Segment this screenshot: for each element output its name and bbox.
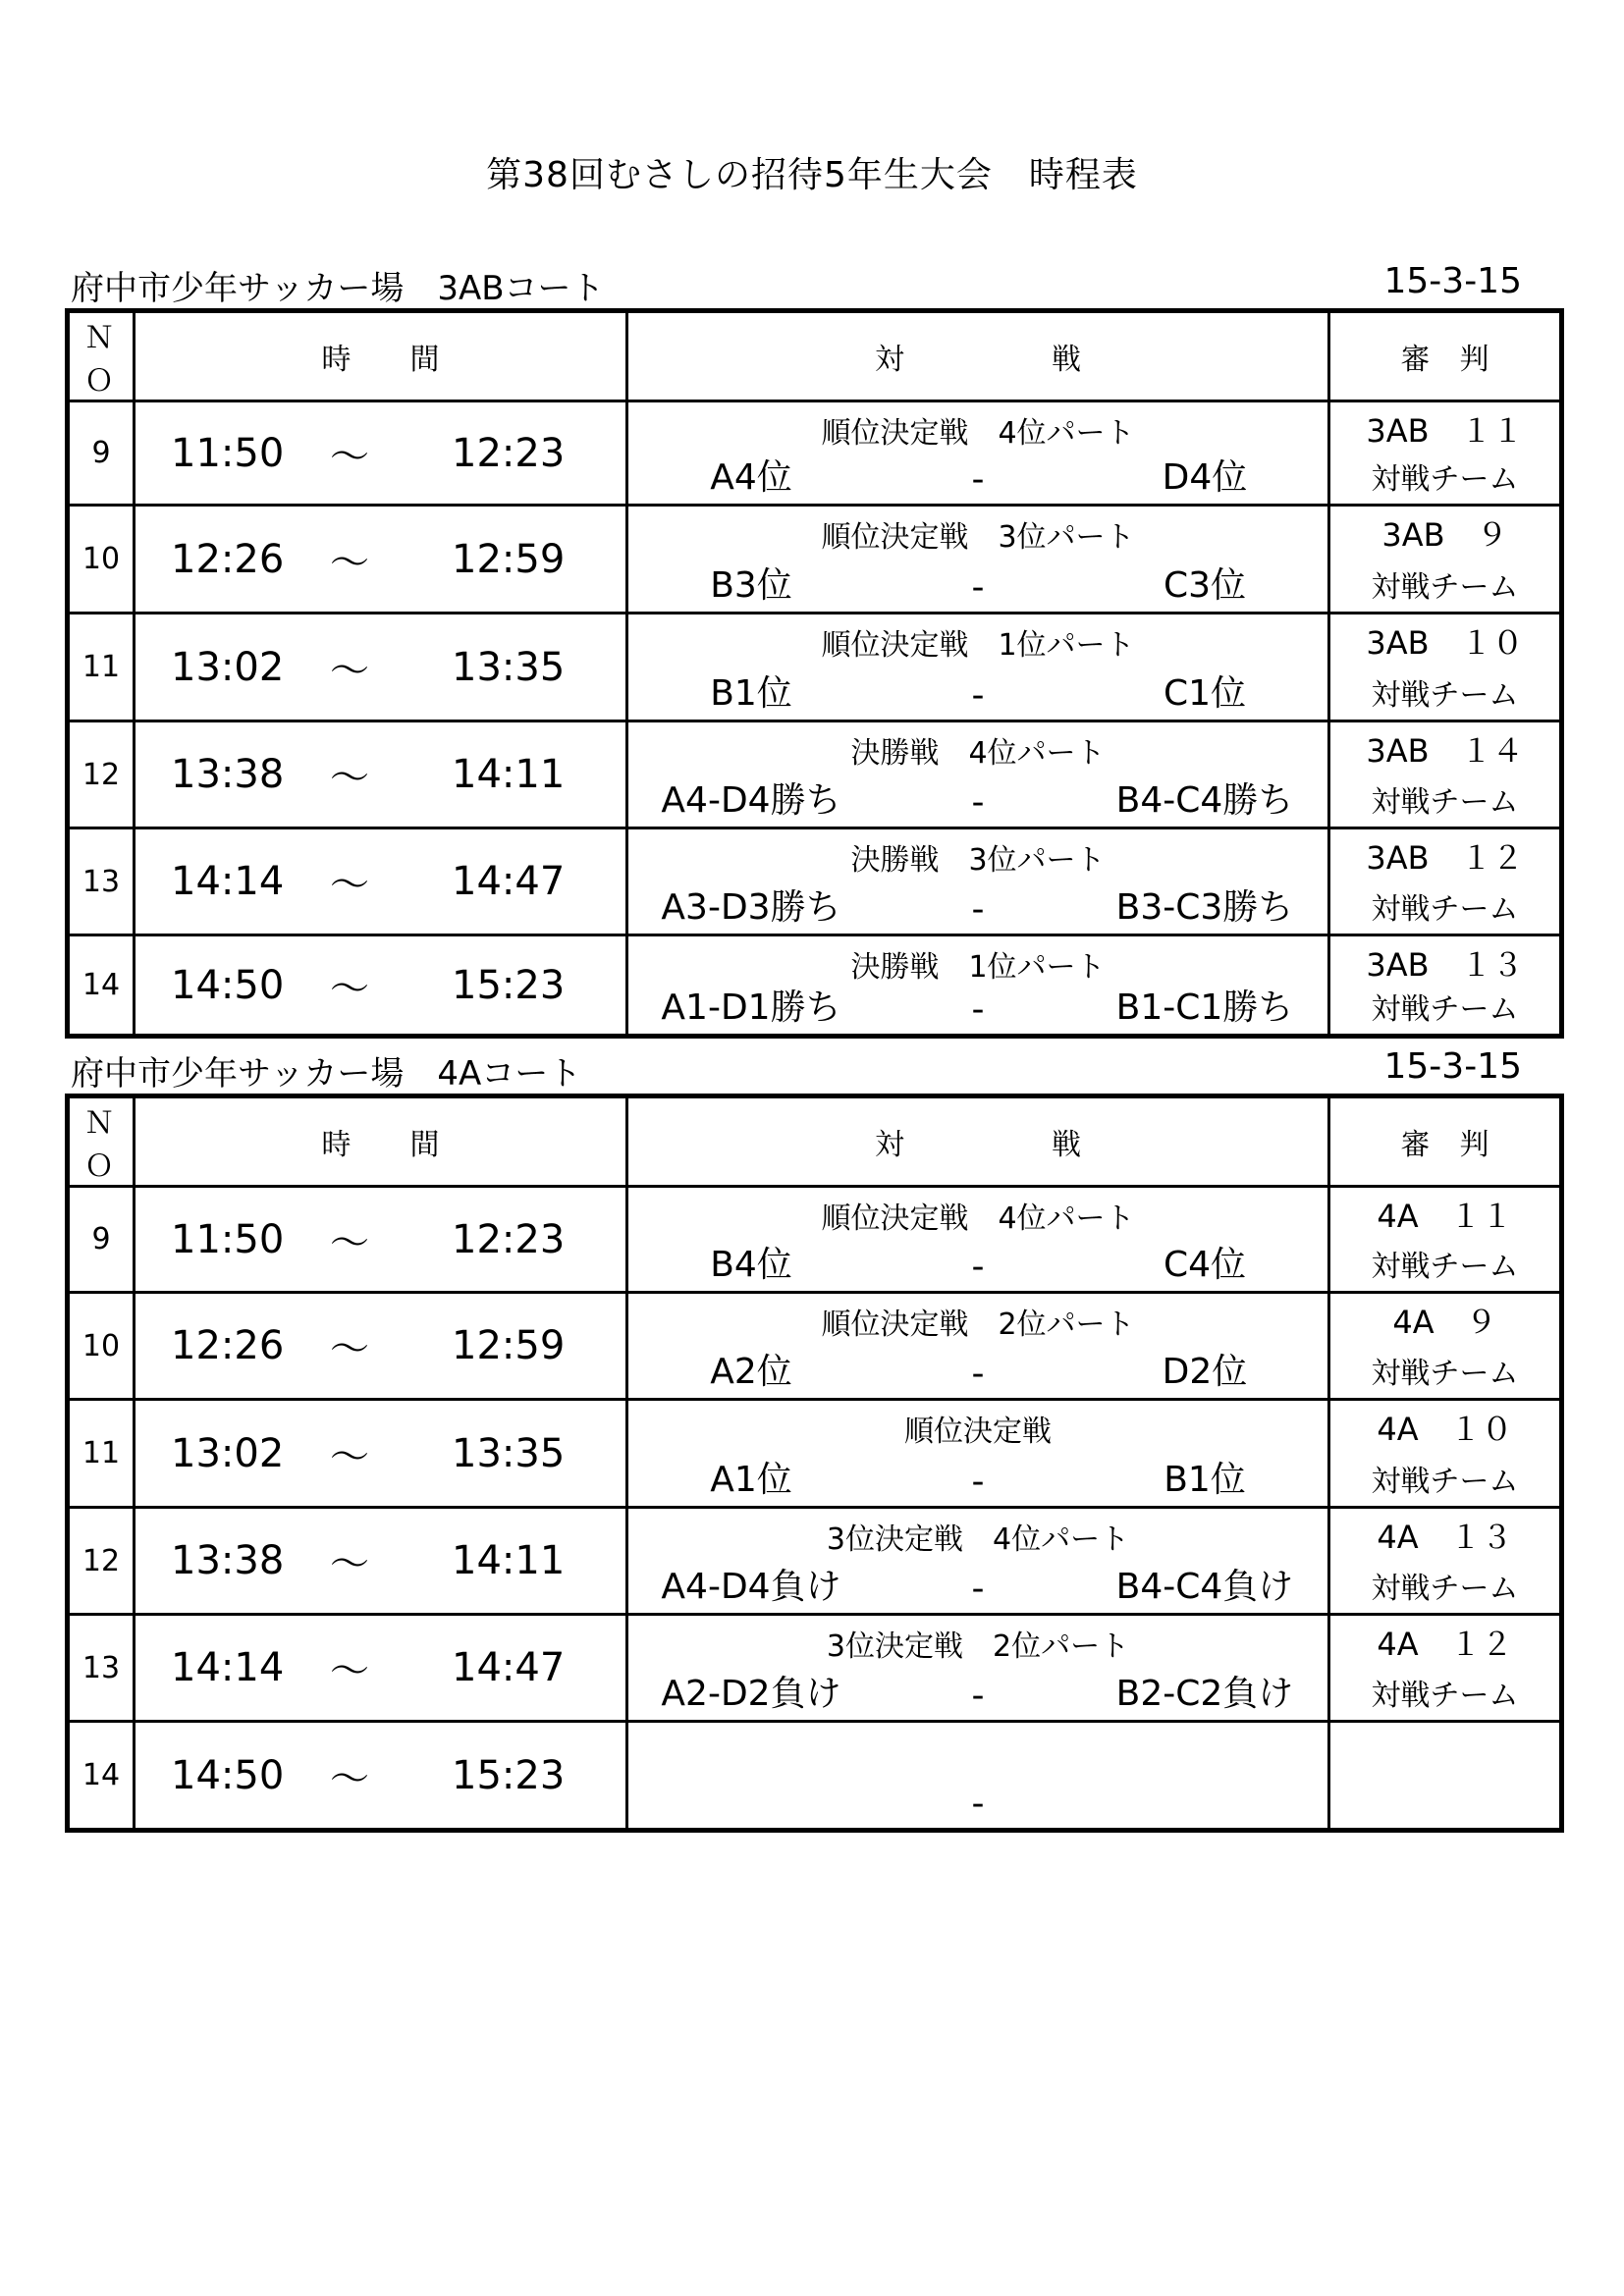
team-right: B3-C3勝ち [1115, 887, 1294, 928]
end-time: 12:23 [452, 430, 566, 476]
referee-court: 4A １０ [1377, 1411, 1513, 1448]
match-cell [627, 401, 1329, 506]
versus-dash: - [971, 567, 985, 608]
match-number: 10 [68, 1293, 135, 1400]
time-cell [135, 1615, 627, 1722]
versus-dash: - [971, 889, 985, 930]
header-time: 時 間 [135, 311, 627, 401]
start-time: 12:26 [171, 536, 285, 582]
referee-cell [1329, 1722, 1562, 1831]
versus-dash: - [971, 459, 985, 500]
team-right: D4位 [1162, 457, 1248, 498]
end-time: 13:35 [452, 644, 566, 690]
referee-court: 3AB １３ [1366, 946, 1524, 984]
date-label: 15-3-15 [1383, 261, 1522, 301]
table-row [68, 1508, 1562, 1615]
table-row [68, 1293, 1562, 1400]
match-number: 9 [68, 401, 135, 506]
referee-court: 3AB １１ [1366, 412, 1524, 450]
team-left: A1位 [710, 1460, 792, 1500]
time-separator: ～ [330, 1326, 369, 1372]
table-row [68, 401, 1562, 506]
start-time: 13:38 [171, 1538, 285, 1583]
end-time: 14:11 [452, 752, 566, 797]
start-time: 14:14 [171, 1645, 285, 1690]
referee-court: 4A １３ [1377, 1519, 1513, 1556]
time-cell [135, 721, 627, 828]
section-header [65, 257, 1559, 308]
end-time: 15:23 [452, 1752, 566, 1798]
match-cell [627, 1293, 1329, 1400]
time-separator: ～ [330, 1756, 369, 1801]
versus-dash: - [971, 1462, 985, 1502]
table-row [68, 828, 1562, 935]
team-left: A2位 [710, 1352, 792, 1392]
team-left: B4位 [710, 1245, 792, 1285]
referee-cell [1329, 828, 1562, 935]
match-caption: 3位決定戦 4位パート [826, 1522, 1130, 1557]
match-number: 14 [68, 935, 135, 1037]
referee-team: 対戦チーム [1371, 1679, 1519, 1713]
team-left: B1位 [710, 673, 792, 714]
header-referee: 審 判 [1329, 311, 1562, 401]
time-separator: ～ [330, 966, 369, 1011]
page-title: 第38回むさしの招待5年生大会 時程表 [486, 155, 1138, 195]
time-cell [135, 614, 627, 721]
match-number: 10 [68, 506, 135, 614]
versus-dash: - [971, 1569, 985, 1609]
match-cell [627, 1508, 1329, 1615]
referee-cell [1329, 1508, 1562, 1615]
start-time: 13:02 [171, 644, 285, 690]
start-time: 14:50 [171, 1752, 285, 1798]
table-row [68, 1722, 1562, 1831]
referee-team: 対戦チーム [1371, 1572, 1519, 1606]
referee-court: 3AB １４ [1366, 732, 1524, 770]
venue-label: 府中市少年サッカー場 4Aコート [71, 1054, 582, 1094]
date-label: 15-3-15 [1383, 1046, 1522, 1087]
team-right: C4位 [1163, 1245, 1247, 1285]
match-cell [627, 1187, 1329, 1293]
start-time: 11:50 [171, 1216, 285, 1262]
match-number: 12 [68, 721, 135, 828]
team-right: B1-C1勝ち [1115, 988, 1294, 1028]
match-caption: 順位決定戦 4位パート [821, 416, 1135, 451]
team-left: B3位 [710, 565, 792, 606]
schedule-table [65, 1094, 1564, 1833]
referee-team: 対戦チーム [1371, 992, 1519, 1027]
table-row [68, 1400, 1562, 1508]
time-cell [135, 1187, 627, 1293]
referee-court: 3AB １２ [1366, 839, 1524, 877]
end-time: 13:35 [452, 1430, 566, 1476]
match-caption: 順位決定戦 1位パート [821, 628, 1135, 663]
match-cell [627, 721, 1329, 828]
team-left: A4位 [710, 457, 792, 498]
start-time: 14:50 [171, 962, 285, 1008]
start-time: 14:14 [171, 859, 285, 904]
time-separator: ～ [330, 1434, 369, 1479]
referee-cell [1329, 721, 1562, 828]
match-number: 11 [68, 1400, 135, 1508]
referee-court: 3AB １０ [1366, 624, 1524, 662]
referee-team: 対戦チーム [1371, 1250, 1519, 1284]
time-cell [135, 828, 627, 935]
match-cell [627, 1722, 1329, 1831]
time-separator: ～ [330, 1220, 369, 1265]
referee-court: 4A １１ [1377, 1198, 1513, 1235]
time-cell [135, 506, 627, 614]
referee-team: 対戦チーム [1371, 785, 1519, 820]
end-time: 14:11 [452, 1538, 566, 1583]
section-header [65, 1042, 1559, 1094]
time-cell [135, 1293, 627, 1400]
time-cell [135, 401, 627, 506]
header-referee: 審 判 [1329, 1096, 1562, 1187]
referee-team: 対戦チーム [1371, 1357, 1519, 1391]
match-caption: 3位決定戦 2位パート [826, 1629, 1130, 1664]
team-left: A4-D4勝ち [661, 780, 841, 821]
team-right: B2-C2負け [1115, 1674, 1294, 1714]
match-caption: 順位決定戦 2位パート [821, 1308, 1135, 1342]
time-cell [135, 1400, 627, 1508]
schedule-table [65, 308, 1564, 1039]
versus-dash: - [971, 675, 985, 716]
match-number: 14 [68, 1722, 135, 1831]
time-separator: ～ [330, 1541, 369, 1587]
team-right: B4-C4負け [1115, 1567, 1294, 1607]
match-cell [627, 935, 1329, 1037]
table-row [68, 506, 1562, 614]
start-time: 13:38 [171, 752, 285, 797]
team-left: A4-D4負け [661, 1567, 841, 1607]
referee-court: 4A ９ [1392, 1304, 1497, 1341]
schedule-section-4a [65, 1042, 1559, 1833]
time-cell [135, 935, 627, 1037]
end-time: 12:23 [452, 1216, 566, 1262]
referee-cell [1329, 614, 1562, 721]
team-right: B1位 [1164, 1460, 1246, 1500]
end-time: 14:47 [452, 859, 566, 904]
versus-dash: - [971, 1676, 985, 1716]
team-right: D2位 [1162, 1352, 1248, 1392]
match-number: 11 [68, 614, 135, 721]
referee-team: 対戦チーム [1371, 892, 1519, 927]
match-cell [627, 828, 1329, 935]
venue-label: 府中市少年サッカー場 3ABコート [71, 269, 605, 308]
time-cell [135, 1722, 627, 1831]
time-separator: ～ [330, 648, 369, 693]
referee-cell [1329, 935, 1562, 1037]
header-no: ＮＯ [68, 311, 135, 401]
match-number: 12 [68, 1508, 135, 1615]
referee-court: 4A １２ [1377, 1626, 1513, 1663]
match-caption: 決勝戦 4位パート [850, 736, 1106, 771]
referee-cell [1329, 506, 1562, 614]
time-separator: ～ [330, 755, 369, 801]
match-caption: 順位決定戦 4位パート [821, 1201, 1135, 1236]
time-separator: ～ [330, 540, 369, 585]
table-row [68, 935, 1562, 1037]
match-caption: 順位決定戦 3位パート [821, 520, 1135, 555]
time-cell [135, 1508, 627, 1615]
referee-team: 対戦チーム [1371, 462, 1519, 497]
match-cell [627, 1400, 1329, 1508]
start-time: 11:50 [171, 430, 285, 476]
time-separator: ～ [330, 434, 369, 479]
header-no: ＮＯ [68, 1096, 135, 1187]
referee-team: 対戦チーム [1371, 678, 1519, 713]
end-time: 14:47 [452, 1645, 566, 1690]
start-time: 13:02 [171, 1430, 285, 1476]
header-match: 対 戦 [627, 1096, 1329, 1187]
table-row [68, 1187, 1562, 1293]
match-caption: 順位決定戦 [904, 1415, 1052, 1449]
time-separator: ～ [330, 862, 369, 908]
end-time: 15:23 [452, 962, 566, 1008]
versus-dash: - [971, 1247, 985, 1287]
versus-dash: - [971, 1354, 985, 1394]
team-right: B4-C4勝ち [1115, 780, 1294, 821]
team-right: C1位 [1163, 673, 1247, 714]
team-left: A1-D1勝ち [661, 988, 841, 1028]
match-cell [627, 506, 1329, 614]
referee-cell [1329, 401, 1562, 506]
referee-court: 3AB ９ [1381, 516, 1508, 554]
referee-cell [1329, 1615, 1562, 1722]
versus-dash: - [971, 1784, 985, 1824]
start-time: 12:26 [171, 1323, 285, 1368]
match-number: 9 [68, 1187, 135, 1293]
table-row [68, 721, 1562, 828]
end-time: 12:59 [452, 1323, 566, 1368]
match-caption: 決勝戦 1位パート [850, 950, 1106, 985]
team-right: C3位 [1163, 565, 1247, 606]
match-cell [627, 1615, 1329, 1722]
table-row [68, 1615, 1562, 1722]
table-header-row [68, 311, 1562, 401]
time-separator: ～ [330, 1648, 369, 1694]
referee-cell [1329, 1293, 1562, 1400]
referee-cell [1329, 1400, 1562, 1508]
referee-team: 対戦チーム [1371, 570, 1519, 605]
versus-dash: - [971, 989, 985, 1030]
match-number: 13 [68, 1615, 135, 1722]
match-caption: 決勝戦 3位パート [850, 843, 1106, 878]
schedule-section-3ab [65, 257, 1559, 1039]
table-row [68, 614, 1562, 721]
versus-dash: - [971, 782, 985, 823]
referee-cell [1329, 1187, 1562, 1293]
match-number: 13 [68, 828, 135, 935]
header-match: 対 戦 [627, 311, 1329, 401]
match-cell [627, 614, 1329, 721]
header-time: 時 間 [135, 1096, 627, 1187]
end-time: 12:59 [452, 536, 566, 582]
team-left: A2-D2負け [661, 1674, 841, 1714]
team-left: A3-D3勝ち [661, 887, 841, 928]
table-header-row [68, 1096, 1562, 1187]
referee-team: 対戦チーム [1371, 1465, 1519, 1499]
